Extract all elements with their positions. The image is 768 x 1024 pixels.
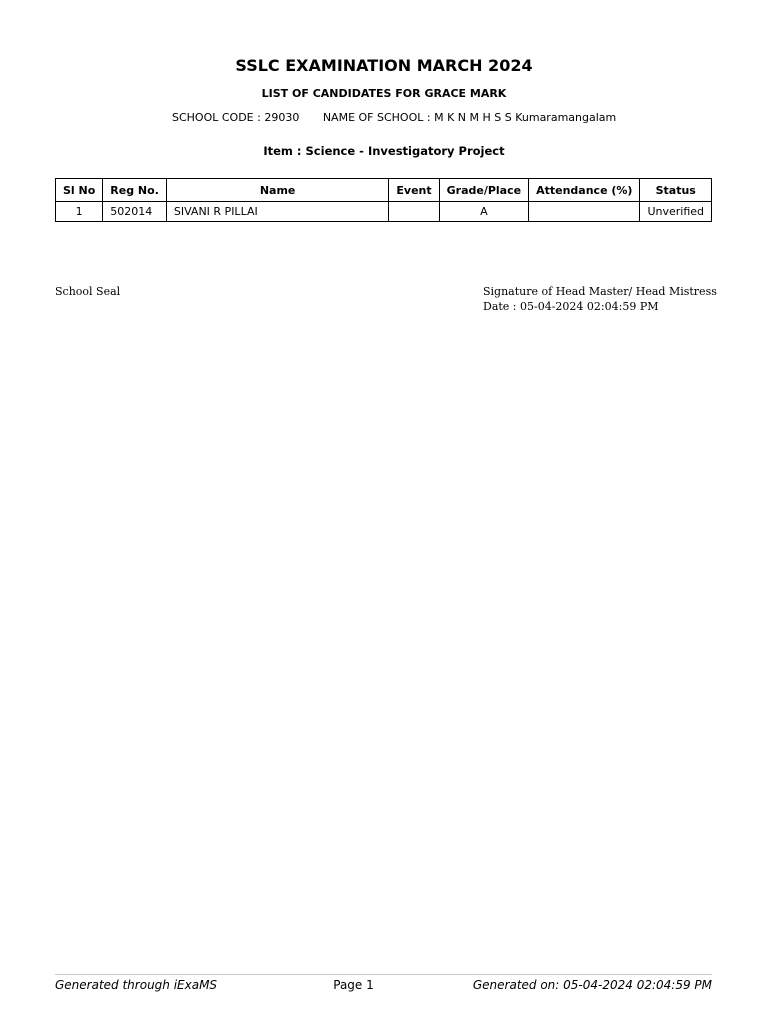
- column-header-attendance: Attendance (%): [529, 179, 640, 202]
- cell-status: Unverified: [640, 202, 712, 222]
- table-header-row: [56, 179, 712, 202]
- generated-through-text: Generated through iExaMS: [55, 978, 218, 992]
- column-header-event: Event: [389, 179, 439, 202]
- column-header-grade: Grade/Place: [439, 179, 528, 202]
- cell-grade: A: [439, 202, 528, 222]
- column-header-status: Status: [640, 179, 712, 202]
- cell-attendance: [529, 202, 640, 222]
- item-title: Item : Science - Investigatory Project: [263, 144, 505, 158]
- signature-date: Date : 05-04-2024 02:04:59 PM: [483, 300, 659, 313]
- school-code: SCHOOL CODE : 29030: [172, 111, 300, 124]
- head-signature-label: Signature of Head Master/ Head Mistress: [483, 285, 717, 298]
- cell-event: [389, 202, 439, 222]
- cell-name: SIVANI R PILLAI: [166, 202, 389, 222]
- school-name: NAME OF SCHOOL : M K N M H S S Kumaramangalam: [322, 111, 617, 124]
- page-footer: [55, 974, 712, 993]
- column-header-sl-no: Sl No: [56, 179, 103, 202]
- school-seal-label: School Seal: [55, 285, 121, 298]
- school-info: [172, 110, 616, 126]
- table-row: [56, 202, 712, 222]
- page-subtitle: LIST OF CANDIDATES FOR GRACE MARK: [261, 87, 507, 100]
- column-header-reg-no: Reg No.: [103, 179, 167, 202]
- page-number: Page 1: [333, 978, 374, 992]
- generated-on-text: Generated on: 05-04-2024 02:04:59 PM: [472, 978, 712, 992]
- cell-reg-no: 502014: [103, 202, 167, 222]
- signature-block: [483, 284, 717, 314]
- column-header-name: Name: [166, 179, 389, 202]
- candidates-table: [55, 178, 712, 222]
- cell-sl-no: 1: [56, 202, 103, 222]
- page-title: SSLC EXAMINATION MARCH 2024: [235, 56, 533, 75]
